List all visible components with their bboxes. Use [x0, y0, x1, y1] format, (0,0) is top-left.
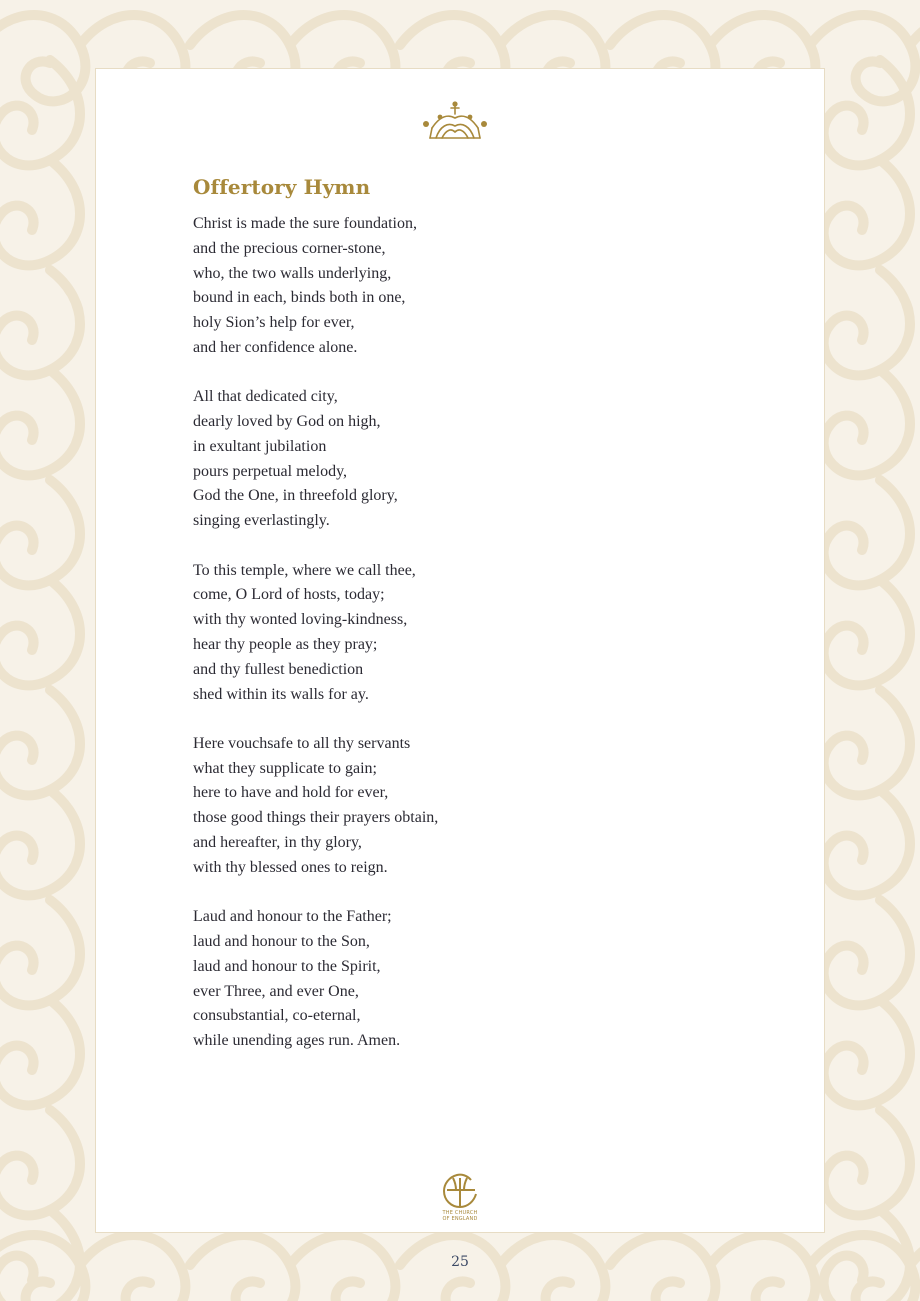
hymn-line: To this temple, where we call thee,: [193, 561, 416, 579]
hymn-line: with thy blessed ones to reign.: [193, 858, 388, 876]
hymn-line: come, O Lord of hosts, today;: [193, 586, 385, 604]
hymn-line: holy Sion’s help for ever,: [193, 314, 355, 332]
hymn-line: and hereafter, in thy glory,: [193, 834, 362, 852]
hymn-line: those good things their prayers obtain,: [193, 809, 439, 827]
hymn-line: while unending ages run. Amen.: [193, 1032, 401, 1050]
hymn-line: shed within its walls for ay.: [193, 685, 369, 703]
church-of-england-cross-logo: [441, 1172, 479, 1210]
hymn-line: and her confidence alone.: [193, 338, 358, 356]
hymn-line: with thy wonted loving-kindness,: [193, 611, 408, 629]
hymn-line: All that dedicated city,: [193, 388, 338, 406]
hymn-line: Christ is made the sure foundation,: [193, 215, 417, 232]
verse: [193, 905, 613, 1054]
church-of-england-logo: [438, 1172, 482, 1228]
hymn-line: bound in each, binds both in one,: [193, 289, 406, 307]
hymn-line: and the precious corner-stone,: [193, 239, 386, 257]
hymn-line: hear thy people as they pray;: [193, 635, 378, 653]
hymn-line: in exultant jubilation: [193, 437, 327, 455]
logo-text-line1: THE CHURCH: [442, 1210, 478, 1216]
hymn-line: who, the two walls underlying,: [193, 264, 392, 282]
hymn-line: ever Three, and ever One,: [193, 982, 359, 1000]
hymn-line: Laud and honour to the Father;: [193, 908, 392, 926]
verse: [193, 732, 613, 881]
page-number: 25: [451, 1254, 469, 1270]
hymn-text: [193, 212, 613, 1078]
hymn-line: pours perpetual melody,: [193, 462, 348, 480]
hymn-line: here to have and hold for ever,: [193, 784, 389, 802]
hymn-line: God the One, in threefold glory,: [193, 487, 398, 505]
hymn-line: Here vouchsafe to all thy servants: [193, 734, 411, 752]
hymn-line: consubstantial, co-eternal,: [193, 1007, 361, 1025]
hymn-line: laud and honour to the Spirit,: [193, 957, 381, 975]
hymn-line: and thy fullest benediction: [193, 660, 364, 678]
verse: [193, 559, 613, 708]
verse: [193, 212, 613, 361]
page-title: Offertory Hymn: [193, 175, 371, 199]
hymn-line: what they supplicate to gain;: [193, 759, 377, 777]
logo-text-line2: OF ENGLAND: [442, 1216, 478, 1222]
hymn-line: dearly loved by God on high,: [193, 413, 381, 431]
hymn-line: laud and honour to the Son,: [193, 932, 370, 950]
crown-icon: [422, 100, 488, 142]
hymn-line: singing everlastingly.: [193, 512, 330, 530]
verse: [193, 385, 613, 534]
